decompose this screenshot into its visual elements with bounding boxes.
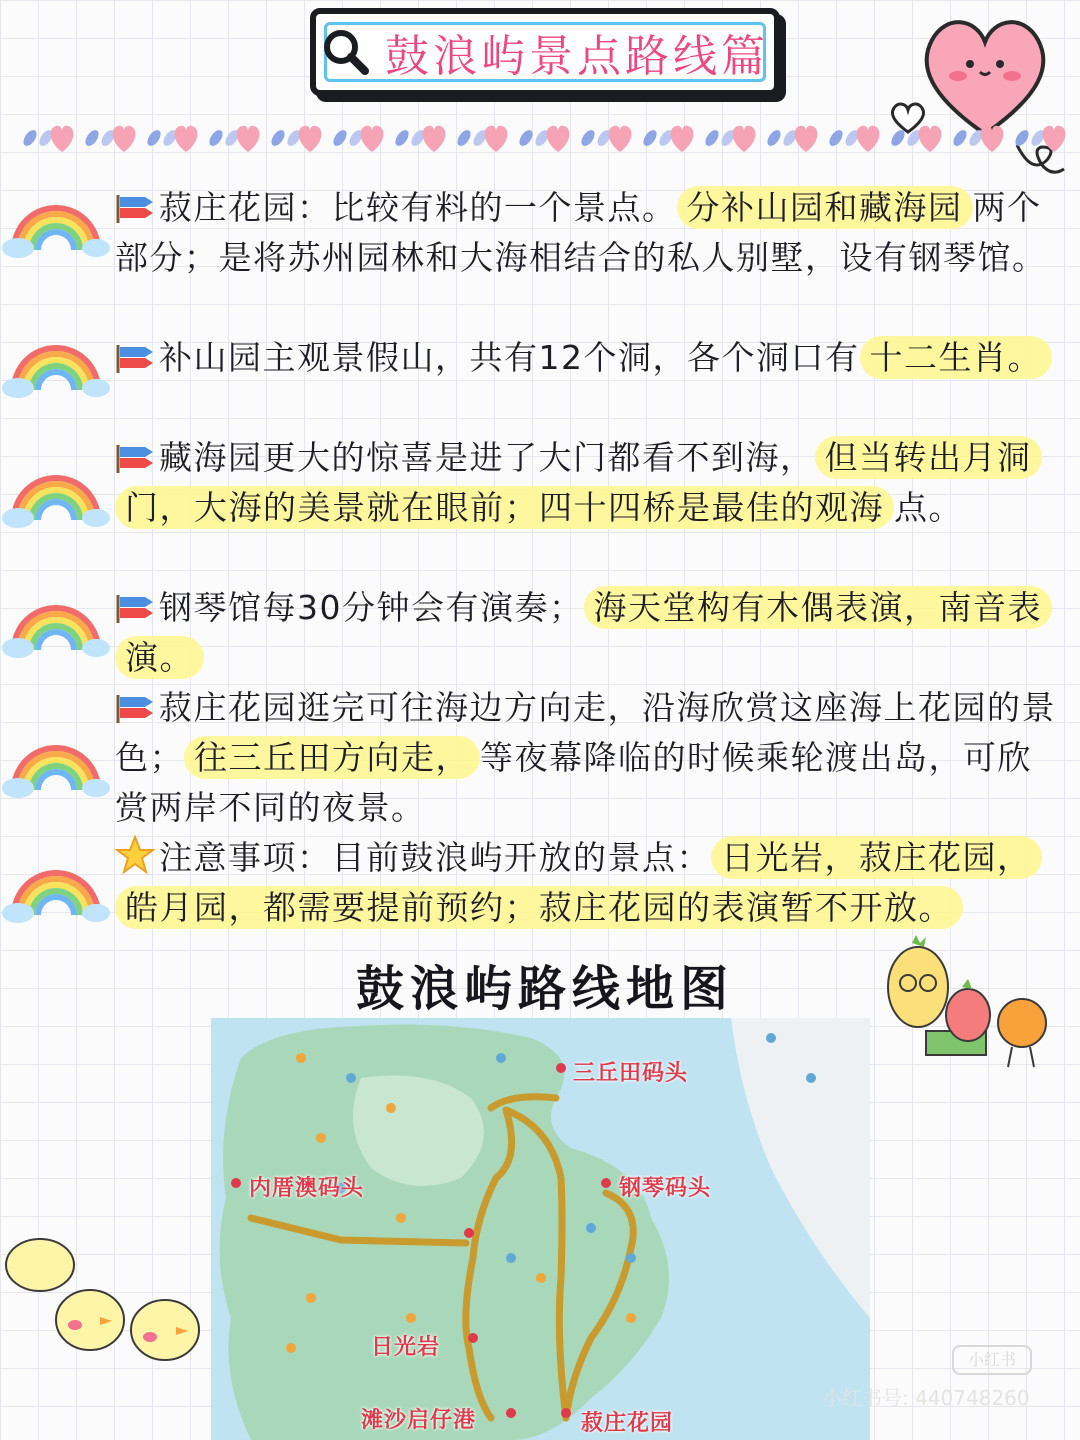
divider-leaf	[83, 128, 102, 148]
paragraph-shuzhuang-garden	[115, 183, 1060, 283]
divider-heart	[733, 126, 756, 152]
map-label-shuzhuang-garden: 菽庄花园	[581, 1411, 674, 1436]
divider-leaf	[455, 128, 474, 148]
divider-heart	[795, 126, 818, 152]
paragraph-text: 点。	[894, 488, 963, 527]
paragraph-bushan-garden	[115, 333, 1060, 383]
heart-leaf-divider	[0, 118, 1080, 162]
paragraph-text: 注意事项：目前鼓浪屿开放的景点：	[159, 838, 711, 877]
map-label-sanqiutian-pier: 三丘田码头	[573, 1061, 689, 1086]
map-label-tansha-port: 滩沙启仔港	[361, 1408, 477, 1433]
divider-leaf	[1013, 128, 1032, 148]
fish-flag-icon	[115, 443, 155, 473]
paragraph-canghai-garden	[115, 433, 1060, 533]
divider-heart	[299, 126, 322, 152]
map-label-piano-pier: 钢琴码头	[619, 1176, 712, 1201]
divider-heart	[423, 126, 446, 152]
watermark-id: 小红书号: 440748260	[822, 1386, 1030, 1410]
map-label-sunlight-rock: 日光岩	[371, 1335, 441, 1360]
divider-heart	[485, 126, 508, 152]
highlighted-text: 日光岩，菽庄花园，皓月园，都需要提前预约；菽庄花园的表演暂不开放。	[115, 836, 1042, 929]
paragraph-piano-museum	[115, 583, 1060, 683]
map-graphic	[211, 1018, 870, 1440]
divider-leaf	[951, 128, 970, 148]
divider-leaf	[641, 128, 660, 148]
fish-flag-icon	[115, 593, 155, 623]
divider-leaf	[517, 128, 536, 148]
title-banner	[310, 8, 780, 96]
divider-heart	[857, 126, 880, 152]
paragraph-text: 补山园主观景假山，共有12个洞，各个洞口有	[159, 338, 860, 377]
divider-heart	[175, 126, 198, 152]
divider-heart	[981, 126, 1004, 152]
fruit-friends-sticker	[872, 935, 1072, 1075]
highlighted-text: 但当转出月洞门，大海的美景就在眼前；四十四桥是最佳的观海	[115, 436, 1042, 529]
highlighted-text: 海天堂构有木偶表演，南音表演。	[115, 586, 1052, 679]
divider-heart	[237, 126, 260, 152]
paragraph-text: 钢琴馆每30分钟会有演奏；	[159, 588, 584, 627]
rainbow-cloud-icon	[2, 330, 110, 400]
divider-leaf	[579, 128, 598, 148]
divider-heart	[547, 126, 570, 152]
paragraph-text: 藏海园更大的惊喜是进了大门都看不到海，	[159, 438, 815, 477]
divider-heart	[671, 126, 694, 152]
divider-leaf	[331, 128, 350, 148]
gulangyu-route-map	[211, 1018, 870, 1440]
rainbow-cloud-icon	[2, 460, 110, 530]
divider-heart	[1043, 126, 1066, 152]
fish-flag-icon	[115, 343, 155, 373]
paragraph-text: 菽庄花园：比较有料的一个景点。	[159, 188, 677, 227]
fish-flag-icon	[115, 693, 155, 723]
xiaohongshu-logo: 小红书	[952, 1345, 1032, 1375]
paragraph-seaside-route	[115, 683, 1060, 833]
divider-leaf	[393, 128, 412, 148]
divider-leaf	[827, 128, 846, 148]
paragraph-text: 菽庄花园逛完可往海边方向走，沿海欣赏这座海上花园的景色；	[115, 688, 1056, 777]
fish-flag-icon	[115, 193, 155, 223]
divider-heart	[609, 126, 632, 152]
divider-leaf	[703, 128, 722, 148]
divider-leaf	[765, 128, 784, 148]
star-icon	[115, 835, 155, 875]
divider-heart	[919, 126, 942, 152]
chicks-sticker	[0, 1225, 220, 1375]
paragraph-text: 等夜幕降临的时候乘轮渡出岛，可欣赏两岸不同的夜景。	[115, 738, 1032, 827]
highlighted-text: 往三丘田方向走，	[184, 736, 480, 779]
highlighted-text: 十二生肖。	[860, 336, 1053, 379]
rainbow-cloud-icon	[2, 730, 110, 800]
map-title: 鼓浪屿路线地图	[355, 961, 734, 1017]
rainbow-cloud-icon	[2, 590, 110, 660]
divider-heart	[361, 126, 384, 152]
rainbow-cloud-icon	[2, 855, 110, 925]
divider-heart	[113, 126, 136, 152]
divider-leaf	[269, 128, 288, 148]
paragraph-notes	[115, 833, 1060, 933]
map-label-neicuoao-pier: 内厝澳码头	[249, 1176, 365, 1201]
highlighted-text: 分补山园和藏海园	[677, 186, 973, 229]
magnifier-icon	[321, 27, 371, 77]
page-title: 鼓浪屿景点路线篇	[385, 31, 769, 82]
divider-leaf	[207, 128, 226, 148]
divider-leaf	[21, 128, 40, 148]
divider-leaf	[145, 128, 164, 148]
divider-heart	[51, 126, 74, 152]
paragraph-text: 两个部分；是将苏州园林和大海相结合的私人别墅，设有钢琴馆。	[115, 188, 1047, 277]
rainbow-cloud-icon	[2, 190, 110, 260]
divider-leaf	[889, 128, 908, 148]
